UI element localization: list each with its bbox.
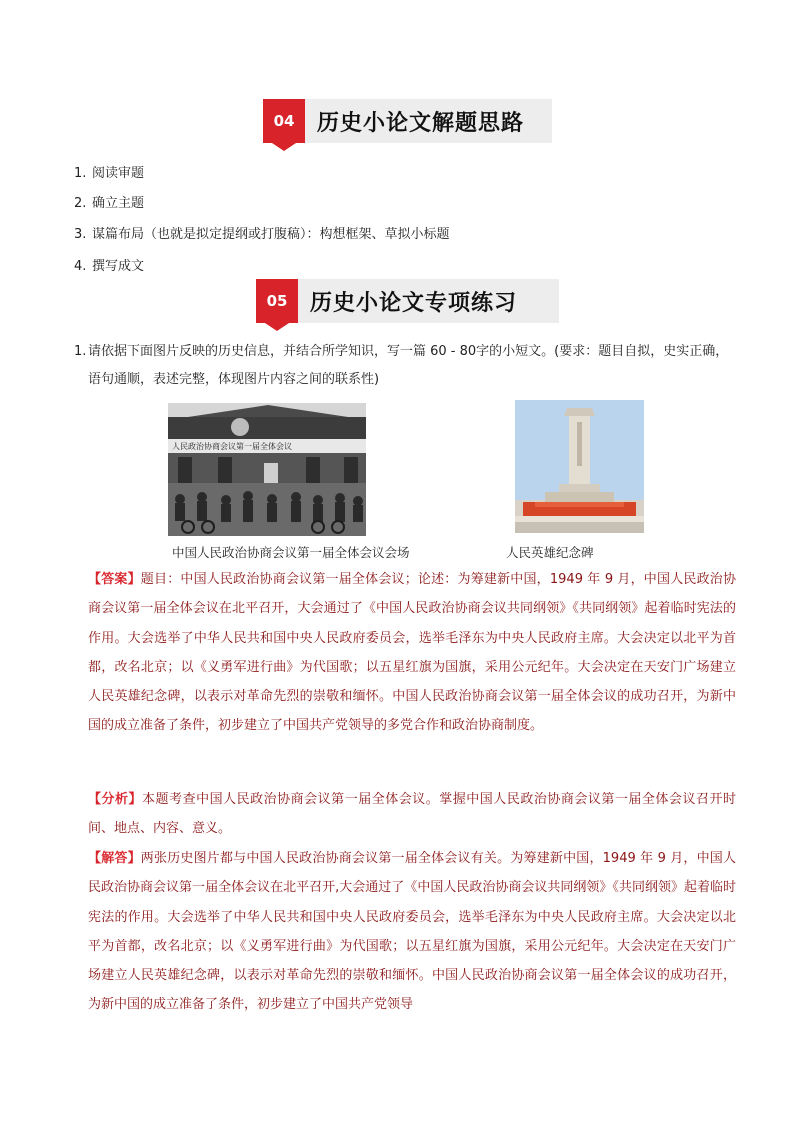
photo-caption-venue: 中国人民政治协商会议第一届全体会议会场 (172, 545, 410, 560)
cppcc-venue-photo (168, 403, 366, 536)
step-text: 谋篇布局（也就是拟定提纲或打腹稿）：构想框架、草拟小标题 (92, 227, 450, 242)
section-05-heading (256, 279, 559, 323)
answer-text: 题目：中国人民政治协商会议第一届全体会议；论述：为筹建新中国，1949 年 9 月，中国人民政治协商会议第一届全体会议在北平召开，大会通过了《中国人民政治协商会议共同纲领》《共同纲领》起着临时宪法的作用。大会选举了中华人民共和国中央人民政府委员会，选举毛泽东为中央人民政府主席。大会决定以北平为首都，改名北京；以《义勇军进行曲》为代国歌；以五星红旗为国旗，采用公元纪年。大会决定在天安门广场建立人民英雄纪念碑，以表示对革命先烈的崇敬和缅怀。中国人民政治协商会议第一届全体会议的成功召开，为新中国的成立准备了条件，初步建立了中国共产党领导的多党合作和政治协商制度。 (88, 572, 736, 734)
question-text: 请依据下面图片反映的历史信息，并结合所学知识，写一篇 60 - 80字的小短文。(要求：题目自拟，史实正确，语句通顺，表述完整，体现图片内容之间的联系性) (88, 344, 729, 387)
question-1 (74, 338, 734, 394)
section-04-heading (263, 99, 552, 143)
section-04-title: 历史小论文解题思路 (317, 109, 525, 136)
step-item (74, 255, 144, 274)
heroes-monument-photo (515, 400, 644, 533)
step-number: 4. (74, 259, 87, 274)
section-04-number: 04 (263, 99, 305, 143)
section-05-title: 历史小论文专项练习 (310, 289, 518, 316)
step-number: 2. (74, 196, 87, 211)
step-item (74, 192, 144, 211)
step-text: 阅读审题 (92, 166, 145, 181)
analysis-text: 本题考查中国人民政治协商会议第一届全体会议。掌握中国人民政治协商会议第一届全体会议召开时间、地点、内容、意义。 (88, 792, 736, 837)
explanation-paragraph (88, 844, 736, 1020)
step-number: 1. (74, 166, 87, 181)
photo-caption-monument: 人民英雄纪念碑 (506, 545, 594, 560)
explanation-tag: 【解答】 (88, 851, 141, 866)
step-item (74, 223, 450, 242)
analysis-paragraph (88, 785, 736, 844)
step-item (74, 162, 144, 181)
step-number: 3. (74, 227, 87, 242)
answer-tag: 【答案】 (88, 572, 141, 587)
analysis-tag: 【分析】 (88, 792, 143, 807)
section-05-number: 05 (256, 279, 298, 323)
step-text: 撰写成文 (92, 259, 145, 274)
step-text: 确立主题 (92, 196, 145, 211)
venue-banner-text: 人民政治协商会议第一届全体会议 (172, 442, 292, 451)
question-number: 1. (74, 344, 87, 359)
explanation-text: 两张历史图片都与中国人民政治协商会议第一届全体会议有关。为筹建新中国，1949 年 9 月，中国人民政治协商会议第一届全体会议在北平召开,大会通过了《中国人民政治协商会议共同纲领》《共同纲领》起着临时宪法的作用。大会选举了中华人民共和国中央人民政府委员会，选举毛泽东为中央人民政府主席。大会决定以北平为首都，改名北京；以《义勇军进行曲》为代国歌；以五星红旗为国旗，采用公元纪年。大会决定在天安门广场建立人民英雄纪念碑，以表示对革命先烈的崇敬和缅怀。中国人民政治协商会议第一届全体会议的成功召开，为新中国的成立准备了条件，初步建立了中国共产党领导 (88, 851, 736, 1013)
answer-paragraph (88, 565, 736, 741)
